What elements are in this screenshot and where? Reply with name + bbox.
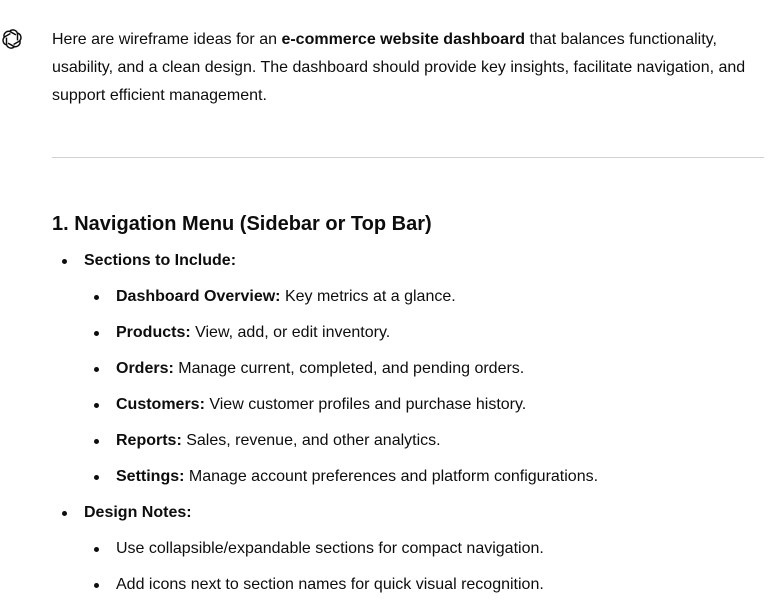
list-item-sections-to-include [84, 249, 236, 273]
item-lead: Products: [116, 324, 191, 341]
item-lead: Reports: [116, 432, 182, 449]
item-text: Key metrics at a glance. [280, 288, 456, 305]
intro-paragraph [52, 26, 764, 110]
item-text: Add icons next to section names for quick visual recognition. [116, 576, 544, 593]
item-text: View customer profiles and purchase history. [204, 396, 527, 413]
bullet [94, 439, 99, 444]
item-lead: Orders: [116, 360, 174, 377]
list-item-customers [116, 393, 526, 417]
list-item-collapsible-sections [116, 537, 544, 561]
bullet [94, 403, 99, 408]
group-label: Sections to Include: [84, 252, 237, 269]
item-lead: Settings: [116, 468, 185, 485]
list-item-add-icons [116, 573, 544, 597]
openai-logo-icon [1, 28, 23, 50]
list-item-dashboard-overview [116, 285, 456, 309]
intro-suffix: that balances functionality, usability, and a clean design. The dashboard should provide key insights, facilitate navigation, and support efficient management. [52, 31, 746, 104]
bullet [94, 295, 99, 300]
bullet [62, 259, 67, 264]
bullet [94, 331, 99, 336]
item-text: View, add, or edit inventory. [190, 324, 391, 341]
list-item-settings [116, 465, 598, 489]
item-lead: Dashboard Overview: [116, 288, 281, 305]
bullet [94, 475, 99, 480]
assistant-avatar [0, 27, 24, 51]
section-heading: 1. Navigation Menu (Sidebar or Top Bar) [52, 213, 432, 235]
assistant-message [52, 26, 764, 110]
item-lead: Customers: [116, 396, 205, 413]
item-text: Use collapsible/expandable sections for compact navigation. [116, 540, 544, 557]
item-text: Sales, revenue, and other analytics. [181, 432, 441, 449]
bullet [94, 547, 99, 552]
list-item-orders [116, 357, 524, 381]
item-text: Manage current, completed, and pending orders. [173, 360, 525, 377]
list-item-products [116, 321, 390, 345]
bullet [94, 367, 99, 372]
item-text: Manage account preferences and platform configurations. [184, 468, 599, 485]
list-item-design-notes [84, 501, 192, 525]
bullet [62, 511, 67, 516]
bullet [94, 583, 99, 588]
group-label: Design Notes: [84, 504, 192, 521]
horizontal-rule [52, 157, 764, 158]
intro-bold: e-commerce website dashboard [281, 31, 526, 48]
intro-prefix: Here are wireframe ideas for an [52, 31, 282, 48]
list-item-reports [116, 429, 441, 453]
